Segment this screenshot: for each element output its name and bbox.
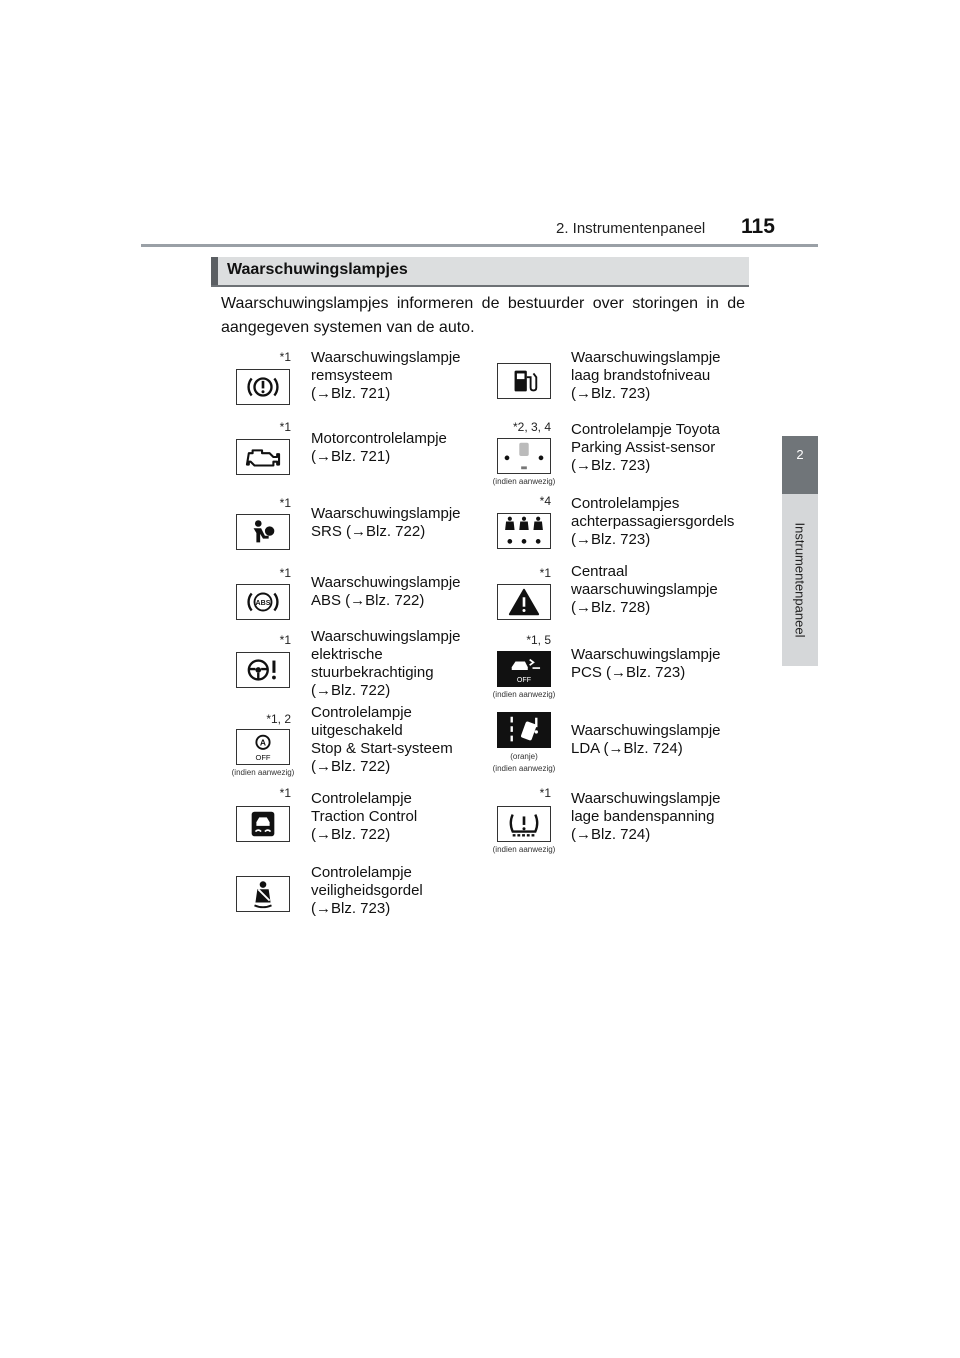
desc-line: waarschuwingslampje	[571, 581, 718, 598]
desc-line: Traction Control	[311, 808, 418, 825]
desc-line: Waarschuwingslampje	[311, 574, 461, 591]
section-heading-underline	[211, 285, 749, 287]
desc-line: laag brandstofniveau	[571, 367, 711, 384]
footnote-marker: *1	[279, 633, 291, 647]
desc-line: (→Blz. 721)	[311, 448, 391, 465]
desc-line: LDA (→Blz. 724)	[571, 740, 683, 757]
warning-description	[311, 430, 471, 466]
desc-line: (→Blz. 721)	[311, 385, 391, 402]
warning-description	[311, 349, 471, 403]
chapter-tab	[782, 436, 818, 494]
master-warning-icon	[497, 584, 551, 620]
svg-text:OFF: OFF	[516, 676, 532, 685]
desc-line: Parking Assist-sensor	[571, 439, 716, 456]
desc-line: Controlelampjes	[571, 495, 680, 512]
desc-line: achterpassagiersgordels	[571, 513, 735, 530]
footnote-marker: *1	[279, 496, 291, 510]
warning-description	[571, 421, 731, 475]
warning-description	[571, 722, 731, 758]
warning-description	[571, 790, 731, 844]
desc-line: (→Blz. 723)	[571, 531, 651, 548]
desc-line: ABS (→Blz. 722)	[311, 592, 425, 609]
desc-line: elektrische	[311, 646, 383, 663]
desc-line: (→Blz. 723)	[571, 457, 651, 474]
desc-line: veiligheidsgordel	[311, 882, 423, 899]
fuel-level-icon	[497, 363, 551, 399]
warning-description	[571, 563, 731, 617]
availability-note: (indien aanwezig)	[492, 764, 556, 773]
footnote-marker: *1, 5	[526, 633, 551, 647]
desc-line: Controlelampje	[311, 704, 412, 721]
desc-line: uitgeschakeld	[311, 722, 403, 739]
warning-description	[311, 628, 471, 700]
desc-line: Controlelampje	[311, 790, 412, 807]
availability-note: (oranje)	[510, 752, 538, 761]
desc-line: (→Blz. 723)	[571, 385, 651, 402]
desc-line: Controlelampje	[311, 864, 412, 881]
desc-line: (→Blz. 724)	[571, 826, 651, 843]
lane-departure-icon	[497, 712, 551, 748]
section-intro: Waarschuwingslampjes informeren de bestuurder over storingen in de aangegeven systemen van de auto.	[221, 295, 745, 336]
desc-line: Waarschuwingslampje	[311, 349, 461, 366]
footnote-marker: *1	[279, 786, 291, 800]
warning-description	[311, 574, 471, 610]
desc-line: SRS (→Blz. 722)	[311, 523, 426, 540]
warning-description	[571, 349, 731, 403]
power-steering-icon	[236, 652, 290, 688]
header-divider	[141, 244, 818, 247]
availability-note: (indien aanwezig)	[492, 477, 556, 486]
rear-seatbelt-icon	[497, 513, 551, 549]
page-number: 115	[741, 215, 775, 238]
desc-line: Waarschuwingslampje	[311, 628, 461, 645]
pcs-off-icon	[497, 651, 551, 687]
desc-line: PCS (→Blz. 723)	[571, 664, 686, 681]
availability-note: (indien aanwezig)	[492, 690, 556, 699]
footnote-marker: *1	[539, 786, 551, 800]
chapter-tab-label: Instrumentenpaneel	[792, 522, 808, 638]
footnote-marker: *1	[279, 566, 291, 580]
desc-line: Motorcontrolelampje	[311, 430, 447, 447]
brake-warning-icon	[236, 369, 290, 405]
engine-check-icon	[236, 439, 290, 475]
desc-line: Waarschuwingslampje	[571, 790, 721, 807]
desc-line: (→Blz. 722)	[311, 758, 391, 775]
desc-line: (→Blz. 723)	[311, 900, 391, 917]
svg-text:A: A	[259, 737, 267, 748]
svg-text:ABS: ABS	[255, 598, 271, 607]
section-heading-bar	[211, 257, 218, 285]
footnote-marker: *1	[279, 420, 291, 434]
footnote-marker: *1	[279, 350, 291, 364]
warning-description	[571, 495, 735, 549]
chapter-title: 2. Instrumentenpaneel	[556, 220, 706, 237]
footnote-marker: *1, 2	[266, 712, 291, 726]
svg-text:OFF: OFF	[255, 753, 271, 763]
desc-line: stuurbekrachtiging	[311, 664, 434, 681]
desc-line: lage bandenspanning	[571, 808, 715, 825]
availability-note: (indien aanwezig)	[492, 845, 556, 854]
abs-icon	[236, 584, 290, 620]
availability-note: (indien aanwezig)	[231, 768, 295, 777]
chapter-tab-number: 2	[796, 447, 804, 462]
desc-line: (→Blz. 722)	[311, 682, 391, 699]
desc-line: Controlelampje Toyota	[571, 421, 720, 438]
footnote-marker: *4	[539, 494, 551, 508]
desc-line: Waarschuwingslampje	[571, 722, 721, 739]
warning-description	[311, 505, 471, 541]
parking-assist-sensor-icon	[497, 438, 551, 474]
srs-airbag-icon	[236, 514, 290, 550]
traction-control-icon	[236, 806, 290, 842]
desc-line: (→Blz. 728)	[571, 599, 651, 616]
section-title: Waarschuwingslampjes	[227, 261, 408, 278]
seatbelt-icon	[236, 876, 290, 912]
desc-line: Waarschuwingslampje	[311, 505, 461, 522]
desc-line: (→Blz. 722)	[311, 826, 391, 843]
footnote-marker: *1	[539, 566, 551, 580]
warning-description	[311, 864, 471, 918]
tire-pressure-icon	[497, 806, 551, 842]
desc-line: Waarschuwingslampje	[571, 349, 721, 366]
warning-description	[311, 790, 471, 844]
desc-line: Stop & Start-systeem	[311, 740, 453, 757]
desc-line: remsysteem	[311, 367, 393, 384]
warning-description	[311, 704, 471, 776]
warning-description	[571, 646, 731, 682]
footnote-marker: *2, 3, 4	[512, 420, 551, 434]
desc-line: Waarschuwingslampje	[571, 646, 721, 663]
stop-start-off-icon	[236, 729, 290, 765]
desc-line: Centraal	[571, 563, 628, 580]
section-heading	[211, 257, 749, 285]
